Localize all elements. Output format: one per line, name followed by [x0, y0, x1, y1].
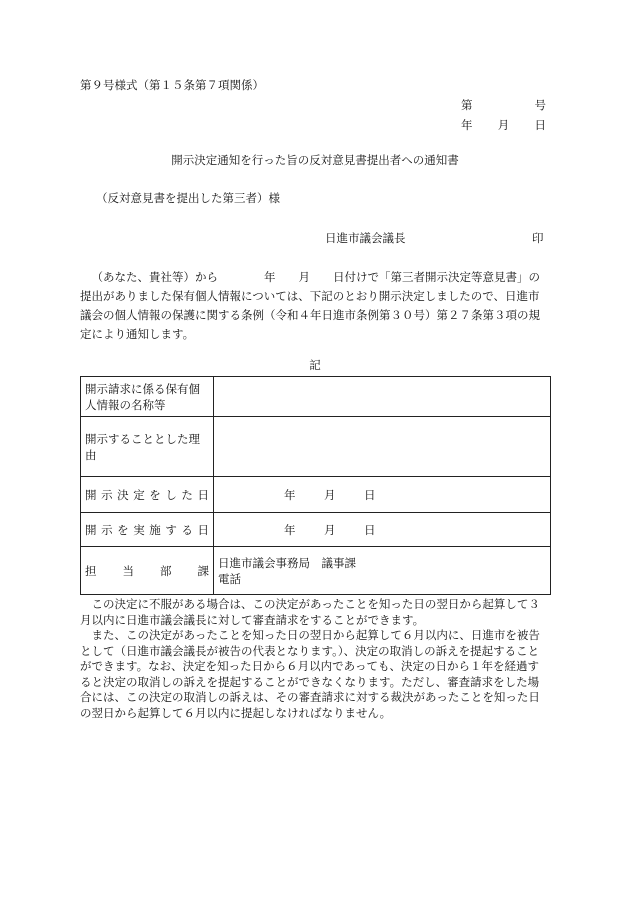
body-paragraph: （あなた、貴社等）から 年 月 日付けで「第三者開示決定等意見書」の提出がありました保有個人情報については、下記のとおり開示決定しましたので、日進市議会の個人情報の保護に関する条例（令和４年日進市条例第３０号）第２７条第３項の規定により通知します。	[80, 270, 540, 341]
label-char: 課	[197, 563, 209, 578]
label-char: を	[149, 487, 161, 502]
table-row	[81, 513, 551, 547]
addressee: （反対意見書を提出した第三者）様	[96, 191, 280, 205]
label-char: 開	[85, 522, 97, 537]
date-year: 年	[284, 487, 296, 502]
row-value-decision-date	[214, 477, 551, 513]
label-char: 開	[85, 487, 97, 502]
label-char: 部	[160, 563, 172, 578]
department-name: 日進市議会事務局 議事課	[218, 555, 356, 570]
row-label-reason: 開示することとした理由	[81, 417, 214, 477]
sender-name: 日進市議会議長	[325, 231, 406, 245]
table-row	[81, 417, 551, 477]
label-char: 示	[101, 487, 113, 502]
label-char: 担	[85, 563, 97, 578]
label-char: 示	[101, 522, 113, 537]
form-label: 第９号様式（第１５条第７項関係）	[80, 78, 264, 92]
date-day: 日	[364, 487, 376, 502]
row-value-reason	[214, 417, 551, 477]
number-prefix: 第	[461, 98, 473, 112]
row-label-info-name: 開示請求に係る保有個人情報の名称等	[81, 377, 214, 417]
department-phone: 電話	[218, 571, 241, 586]
note-paragraph: この決定に不服がある場合は、この決定があったことを知った日の翌日から起算して３月以内に日進市議会議長に対して審査請求をすることができます。	[80, 597, 540, 627]
document-title: 開示決定通知を行った旨の反対意見書提出者への通知書	[171, 153, 459, 167]
note-paragraph: また、この決定があったことを知った日の翌日から起算して６月以内に、日進市を被告として（日進市議会議長が被告の代表となります。）、決定の取消しの訴えを提起することができます。なお、決定を知った日から６月以内であっても、決定の日から１年を経過すると決定の取消しの訴えを提起することができなくなります。ただし、審査請求をした場合には、この決定の取消しの訴えは、その審査請求に対する裁決があったことを知った日の翌日から起算して６月以内に提起しなければなりません。	[80, 628, 540, 720]
table-row	[81, 377, 551, 417]
number-suffix: 号	[534, 98, 546, 112]
date-month: 月	[324, 487, 336, 502]
label-char: 日	[197, 522, 209, 537]
row-label-decision-date	[81, 477, 214, 513]
table-row	[81, 477, 551, 513]
label-char: 施	[149, 522, 161, 537]
label-char: を	[117, 522, 129, 537]
table-row	[81, 547, 551, 595]
date-day: 日	[534, 118, 546, 132]
label-char: 当	[122, 563, 134, 578]
date-day: 日	[364, 522, 376, 537]
row-label-department	[81, 547, 214, 595]
document-date-line	[461, 120, 546, 132]
row-label-implementation-date	[81, 513, 214, 547]
label-char: 実	[133, 522, 145, 537]
date-year: 年	[461, 118, 473, 132]
date-month: 月	[497, 118, 510, 132]
document-number-line	[461, 100, 546, 112]
ki-heading: 記	[309, 358, 321, 372]
body-text	[80, 268, 550, 344]
date-month: 月	[324, 522, 336, 537]
label-char: し	[165, 487, 177, 502]
row-value-department	[214, 547, 551, 595]
label-char: た	[181, 487, 193, 502]
label-char: す	[165, 522, 177, 537]
detail-table	[80, 376, 551, 595]
label-char: る	[181, 522, 193, 537]
row-value-implementation-date	[214, 513, 551, 547]
notes	[80, 597, 550, 721]
seal-mark: 印	[532, 231, 544, 245]
label-char: 定	[133, 487, 145, 502]
label-char: 決	[117, 487, 129, 502]
label-char: 日	[197, 487, 209, 502]
date-year: 年	[284, 522, 296, 537]
row-value-info-name	[214, 377, 551, 417]
